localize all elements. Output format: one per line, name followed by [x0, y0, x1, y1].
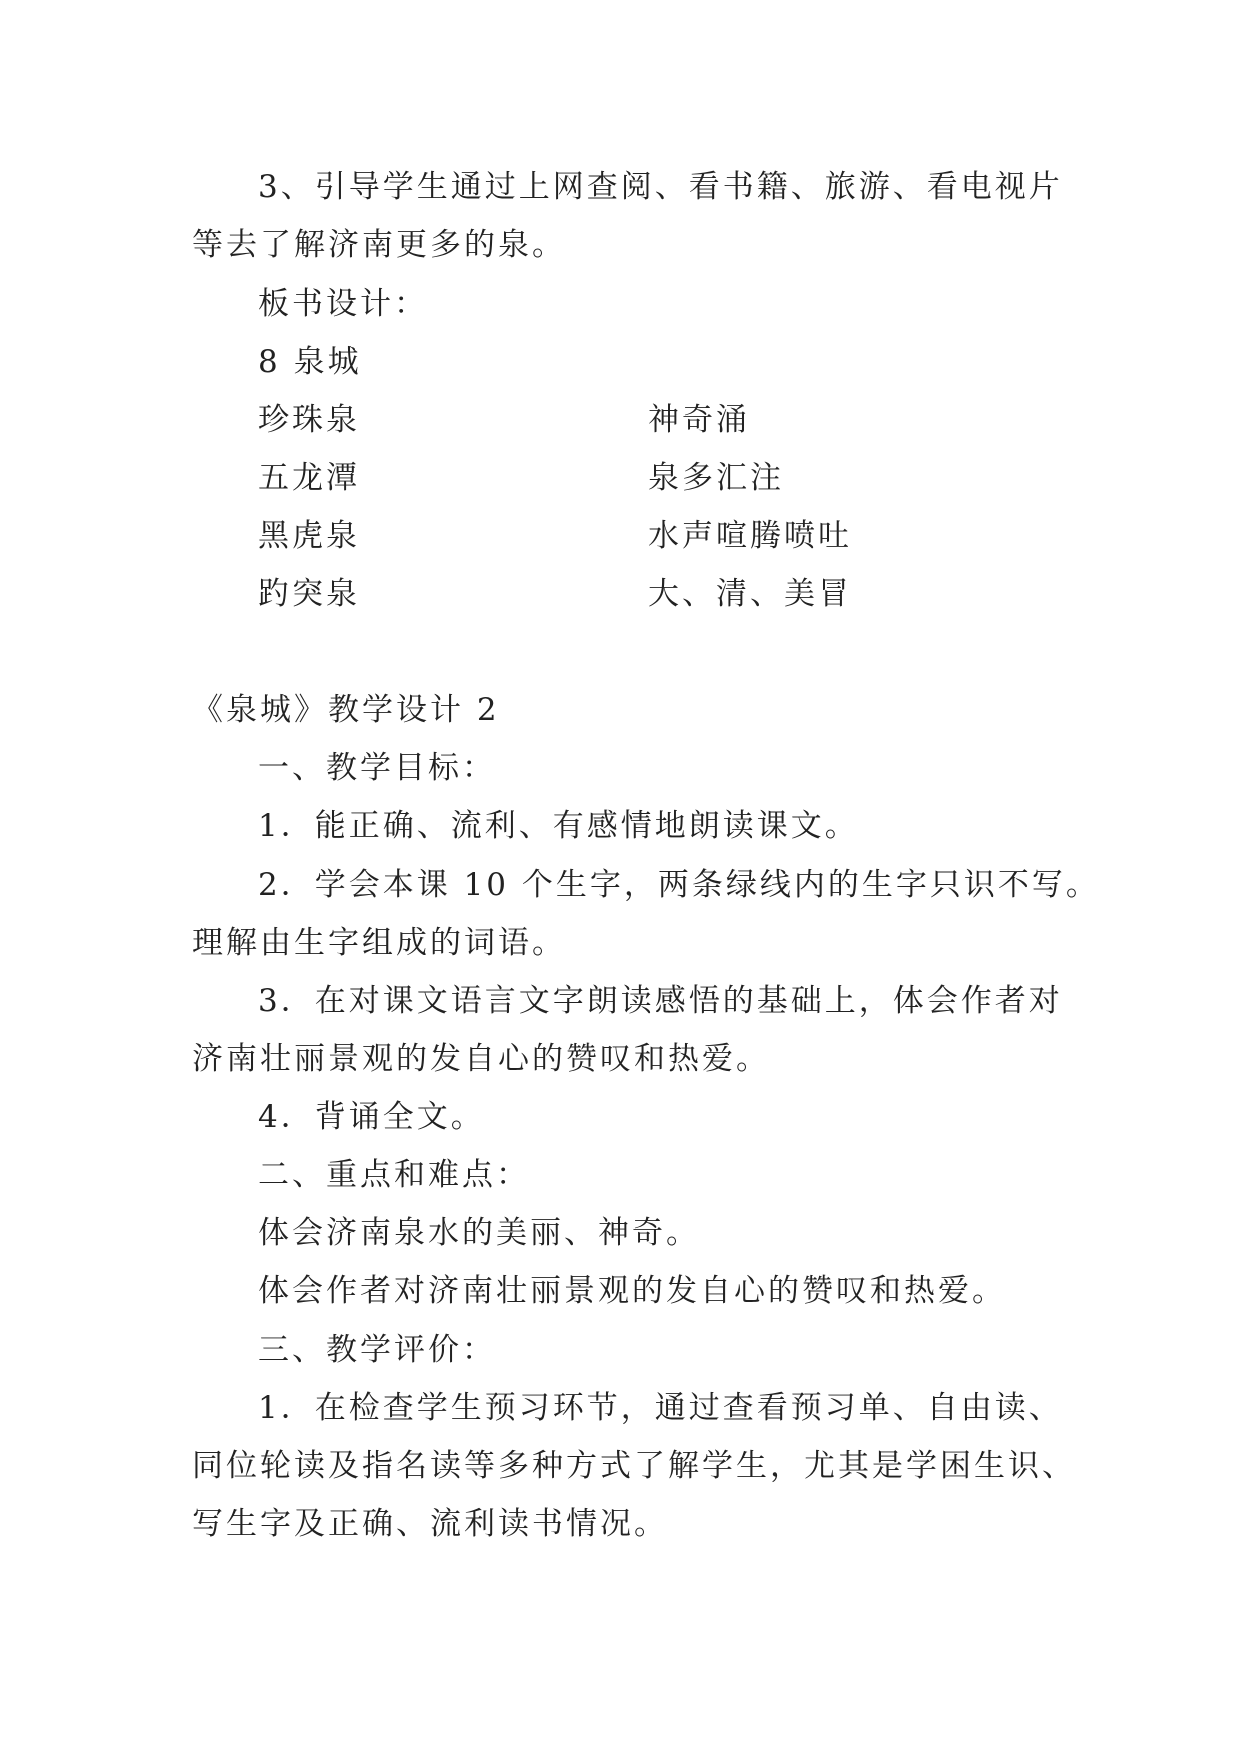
section-heading: 三、教学评价：	[258, 1332, 496, 1368]
spring-feature: 水声喧腾喷吐	[648, 518, 852, 554]
board-row	[258, 400, 750, 440]
list-item: 1．能正确、流利、有感情地朗读课文。	[258, 808, 859, 844]
board-row	[258, 516, 852, 556]
paragraph-line: 3、引导学生通过上网查阅、看书籍、旅游、看电视片	[258, 169, 1063, 205]
paragraph-line: 济南壮丽景观的发自心的赞叹和热爱。	[192, 1041, 770, 1077]
spring-name: 五龙潭	[258, 460, 360, 496]
section-heading: 一、教学目标：	[258, 750, 496, 786]
section-heading: 板书设计：	[258, 286, 428, 322]
board-row	[258, 458, 784, 498]
spring-name: 趵突泉	[258, 576, 360, 612]
spring-name: 珍珠泉	[258, 402, 360, 438]
paragraph-line: 同位轮读及指名读等多种方式了解学生，尤其是学困生识、	[192, 1448, 1076, 1484]
paragraph-line: 写生字及正确、流利读书情况。	[192, 1506, 668, 1542]
spring-feature: 神奇涌	[648, 402, 750, 438]
document-title: 《泉城》教学设计 2	[192, 692, 500, 728]
paragraph-line: 等去了解济南更多的泉。	[192, 227, 566, 263]
board-title: 8 泉城	[258, 344, 362, 380]
paragraph-line: 体会作者对济南壮丽景观的发自心的赞叹和热爱。	[258, 1273, 1006, 1309]
board-row	[258, 574, 852, 614]
list-item: 4．背诵全文。	[258, 1099, 485, 1135]
list-item: 1．在检查学生预习环节，通过查看预习单、自由读、	[258, 1390, 1063, 1426]
list-item: 3．在对课文语言文字朗读感悟的基础上，体会作者对	[258, 983, 1063, 1019]
spring-feature: 泉多汇注	[648, 460, 784, 496]
list-item: 2．学会本课 10 个生字，两条绿线内的生字只识不写。	[258, 867, 1100, 903]
spring-name: 黑虎泉	[258, 518, 360, 554]
paragraph-line: 体会济南泉水的美丽、神奇。	[258, 1215, 700, 1251]
section-heading: 二、重点和难点：	[258, 1157, 530, 1193]
paragraph-line: 理解由生字组成的词语。	[192, 925, 566, 961]
spring-feature: 大、清、美冒	[648, 576, 852, 612]
